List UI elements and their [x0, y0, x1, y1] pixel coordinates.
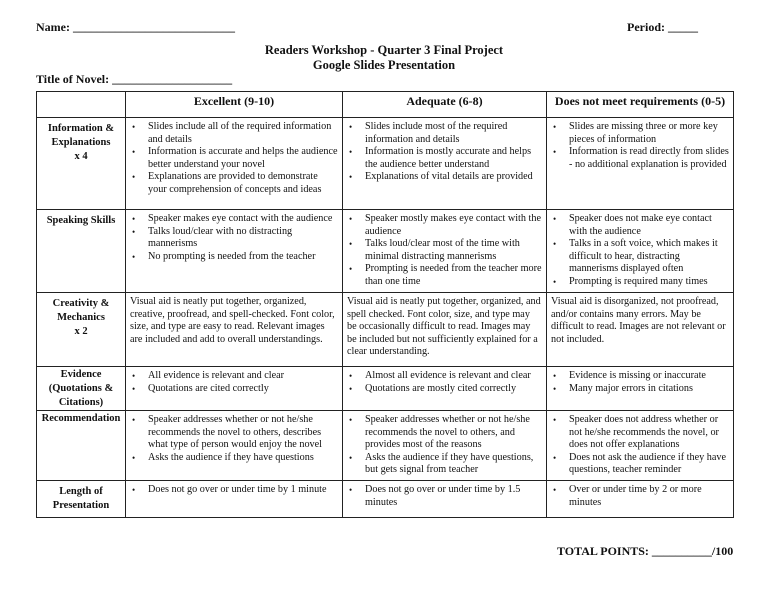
title-line-2: Google Slides Presentation [312, 58, 456, 72]
list-item: • Information is read directly from slides - no additional explanation is provided [569, 146, 729, 171]
list-item: • Quotations are mostly cited correctly [365, 383, 542, 396]
category-line: Presentation [52, 500, 110, 511]
list-item: • Speaker makes eye contact with the audience [148, 213, 338, 226]
category-line: Information & [47, 123, 115, 134]
table-row [37, 210, 734, 293]
category-line: x 2 [74, 326, 88, 337]
cell-not-met [547, 411, 734, 481]
list-item: • Speaker addresses whether or not he/she recommends the novel to others, describes what type of person would enjoy the novel [148, 414, 338, 452]
cell-adequate [343, 411, 547, 481]
list-item: • No prompting is needed from the teacher [148, 251, 338, 264]
category-line: Citations) [58, 397, 104, 408]
list-item: • Talks loud/clear most of the time with minimal distracting mannerisms [365, 238, 542, 263]
novel-title-field-label: Title of Novel: ____________________ [36, 72, 233, 86]
cell-not-met [547, 118, 734, 210]
row-category [37, 293, 126, 367]
title-line-1: Readers Workshop - Quarter 3 Final Project [264, 43, 504, 57]
cell-adequate [343, 293, 547, 367]
list-item: • Asks the audience if they have questions [148, 452, 338, 465]
category-line: Evidence [60, 369, 102, 380]
table-row [37, 411, 734, 481]
cell-excellent [126, 293, 343, 367]
name-field-label: Name: ___________________________ [36, 20, 235, 34]
list-item: • Slides are missing three or more key pieces of information [569, 121, 729, 146]
list-item: • Evidence is missing or inaccurate [569, 370, 729, 383]
category-line: x 4 [74, 151, 88, 162]
list-item: • Speaker does not make eye contact with the audience [569, 213, 729, 238]
cell-not-met [547, 367, 734, 411]
list-item: • Speaker addresses whether or not he/she recommends the novel to others, and provides most of the reasons [365, 414, 542, 452]
row-category [37, 481, 126, 518]
table-row [37, 118, 734, 210]
cell-excellent [126, 210, 343, 293]
cell-adequate [343, 118, 547, 210]
category-line: Creativity & [52, 298, 110, 309]
header-not-met: Does not meet requirements (0-5) [547, 92, 734, 118]
category-line: Recommendation [41, 413, 121, 424]
category-line: (Quotations & [48, 383, 114, 394]
cell-not-met [547, 481, 734, 518]
rubric-header-row [37, 92, 734, 118]
list-item: • Explanations are provided to demonstrate your comprehension of concepts and ideas [148, 171, 338, 196]
list-item: • Talks in a soft voice, which makes it difficult to hear, distracting mannerisms displayed often [569, 238, 729, 276]
row-category [37, 210, 126, 293]
period-field-label: Period: _____ [627, 20, 698, 34]
table-row [37, 293, 734, 367]
cell-text: Visual aid is neatly put together, organized, creative, proofread, and spell-checked. Font color, size, and type are easy to read. Relevant images are included and add to overall understandings. [130, 296, 335, 345]
list-item: • Explanations of vital details are provided [365, 171, 542, 184]
header-excellent: Excellent (9-10) [126, 92, 343, 118]
list-item: • Does not ask the audience if they have questions, teacher reminder [569, 452, 729, 477]
cell-adequate [343, 367, 547, 411]
cell-not-met [547, 293, 734, 367]
list-item: • Prompting is needed from the teacher more than one time [365, 263, 542, 288]
list-item: • Does not go over or under time by 1.5 minutes [365, 484, 542, 509]
cell-excellent [126, 411, 343, 481]
rubric-table [36, 91, 734, 518]
document-title [0, 43, 768, 73]
list-item: • All evidence is relevant and clear [148, 370, 338, 383]
list-item: • Asks the audience if they have questions, but gets signal from teacher [365, 452, 542, 477]
cell-text: Visual aid is disorganized, not proofread, and/or contains many errors. May be difficult to read. Images are not relevant or not included. [551, 296, 726, 345]
cell-adequate [343, 210, 547, 293]
row-category [37, 118, 126, 210]
list-item: • Information is mostly accurate and helps the audience better understand [365, 146, 542, 171]
category-line: Length of [59, 486, 103, 497]
total-points-label: TOTAL POINTS: __________/100 [557, 544, 734, 558]
table-row [37, 367, 734, 411]
row-category [37, 411, 126, 481]
list-item: • Slides include most of the required information and details [365, 121, 542, 146]
table-row [37, 481, 734, 518]
list-item: • Over or under time by 2 or more minutes [569, 484, 729, 509]
row-category [37, 367, 126, 411]
list-item: • Many major errors in citations [569, 383, 729, 396]
list-item: • Speaker mostly makes eye contact with the audience [365, 213, 542, 238]
list-item: • Talks loud/clear with no distracting mannerisms [148, 226, 338, 251]
cell-text: Visual aid is neatly put together, organized, and spell checked. Font color, size, and type may be occasionally difficult to read. Images may be included but not sufficiently explained for a clear understanding. [347, 296, 541, 358]
cell-excellent [126, 481, 343, 518]
list-item: • Quotations are cited correctly [148, 383, 338, 396]
list-item: • Does not go over or under time by 1 minute [148, 484, 338, 497]
category-line: Mechanics [57, 312, 105, 323]
list-item: • Speaker does not address whether or not he/she recommends the novel, or does not offer explanations [569, 414, 729, 452]
category-line: Explanations [51, 137, 111, 148]
list-item: • Prompting is required many times [569, 276, 729, 289]
cell-adequate [343, 481, 547, 518]
list-item: • Almost all evidence is relevant and clear [365, 370, 542, 383]
cell-excellent [126, 118, 343, 210]
header-category [37, 92, 126, 118]
category-line: Speaking Skills [46, 215, 116, 226]
list-item: • Slides include all of the required information and details [148, 121, 338, 146]
header-adequate: Adequate (6-8) [343, 92, 547, 118]
cell-excellent [126, 367, 343, 411]
list-item: • Information is accurate and helps the audience better understand your novel [148, 146, 338, 171]
cell-not-met [547, 210, 734, 293]
